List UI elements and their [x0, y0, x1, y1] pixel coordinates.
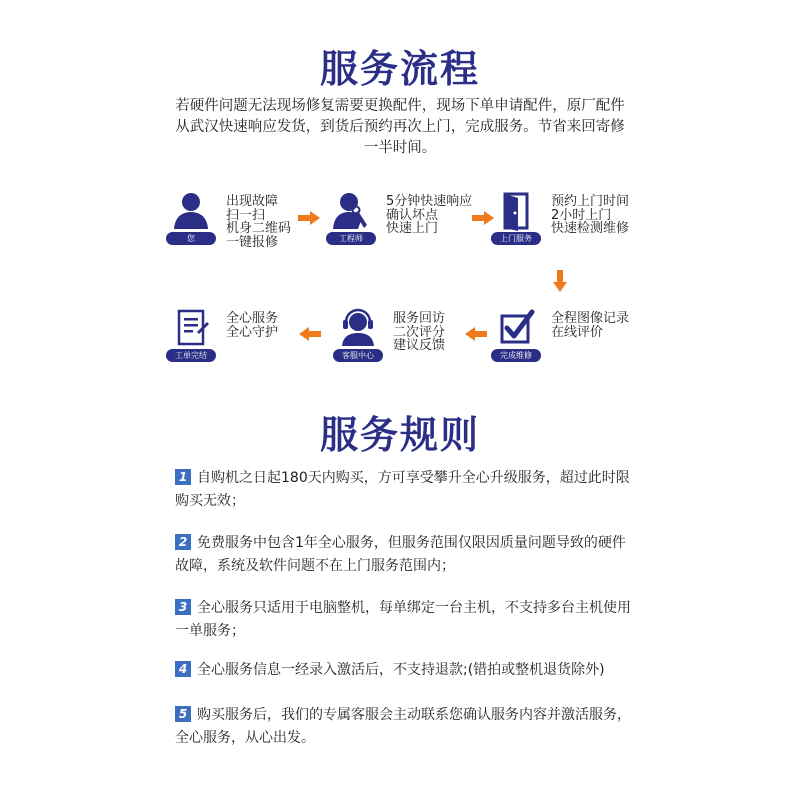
rule-item [175, 532, 635, 578]
step-tag: 工单完结 [166, 349, 216, 362]
rule-number: 2 [175, 534, 191, 550]
rule-item [175, 467, 635, 513]
rule-item [175, 659, 635, 682]
step-text: 服务回访 二次评分 建议反馈 [393, 311, 446, 353]
step-text: 全程图像记录 在线评价 [551, 311, 630, 340]
document-icon [171, 308, 211, 348]
rule-number: 3 [175, 599, 191, 615]
step-tag: 工程师 [326, 232, 376, 245]
rule-number: 1 [175, 469, 191, 485]
step-tag: 您 [166, 232, 216, 245]
door-icon [496, 191, 536, 231]
rule-item [175, 704, 635, 750]
rule-text: 自购机之日起180天内购买，方可享受攀升全心升级服务，超过此时限购买无效； [175, 470, 630, 509]
rule-text: 全心服务只适用于电脑整机，每单绑定一台主机，不支持多台主机使用一单服务； [175, 600, 631, 639]
process-title: 服务流程 [319, 47, 480, 91]
arrow-down-icon [553, 270, 567, 292]
step-tag: 上门服务 [491, 232, 541, 245]
rules-title: 服务规则 [319, 413, 480, 457]
rule-item [175, 597, 635, 643]
step-text: 出现故障 扫一扫 机身二维码 一键报修 [226, 194, 292, 250]
process-intro: 若硬件问题无法现场修复需要更换配件，现场下单申请配件，原厂配件从武汉快速响应发货，到货后预约再次上门，完成服务。节省来回寄修一半时间。 [175, 98, 625, 156]
step-tag: 客服中心 [333, 349, 383, 362]
rule-text: 购买服务后，我们的专属客服会主动联系您确认服务内容并激活服务，全心服务，从心出发。 [175, 707, 631, 746]
engineer-icon [331, 191, 371, 231]
step-text: 预约上门时间 2小时上门 快速检测维修 [551, 194, 630, 236]
rule-number: 5 [175, 706, 191, 722]
step-text: 全心服务 全心守护 [226, 311, 279, 340]
rule-text: 免费服务中包含1年全心服务，但服务范围仅限因质量问题导致的硬件故障，系统及软件问题不在上门服务范围内； [175, 535, 626, 574]
rule-number: 4 [175, 661, 191, 677]
arrow-right-icon [298, 211, 320, 225]
user-icon [171, 191, 211, 231]
rule-text: 全心服务信息一经录入激活后，不支持退款;(错拍或整机退货除外) [197, 662, 605, 678]
headset-icon [338, 308, 378, 348]
step-text: 5分钟快速响应 确认坏点 快速上门 [386, 194, 473, 236]
step-tag: 完成维修 [491, 349, 541, 362]
